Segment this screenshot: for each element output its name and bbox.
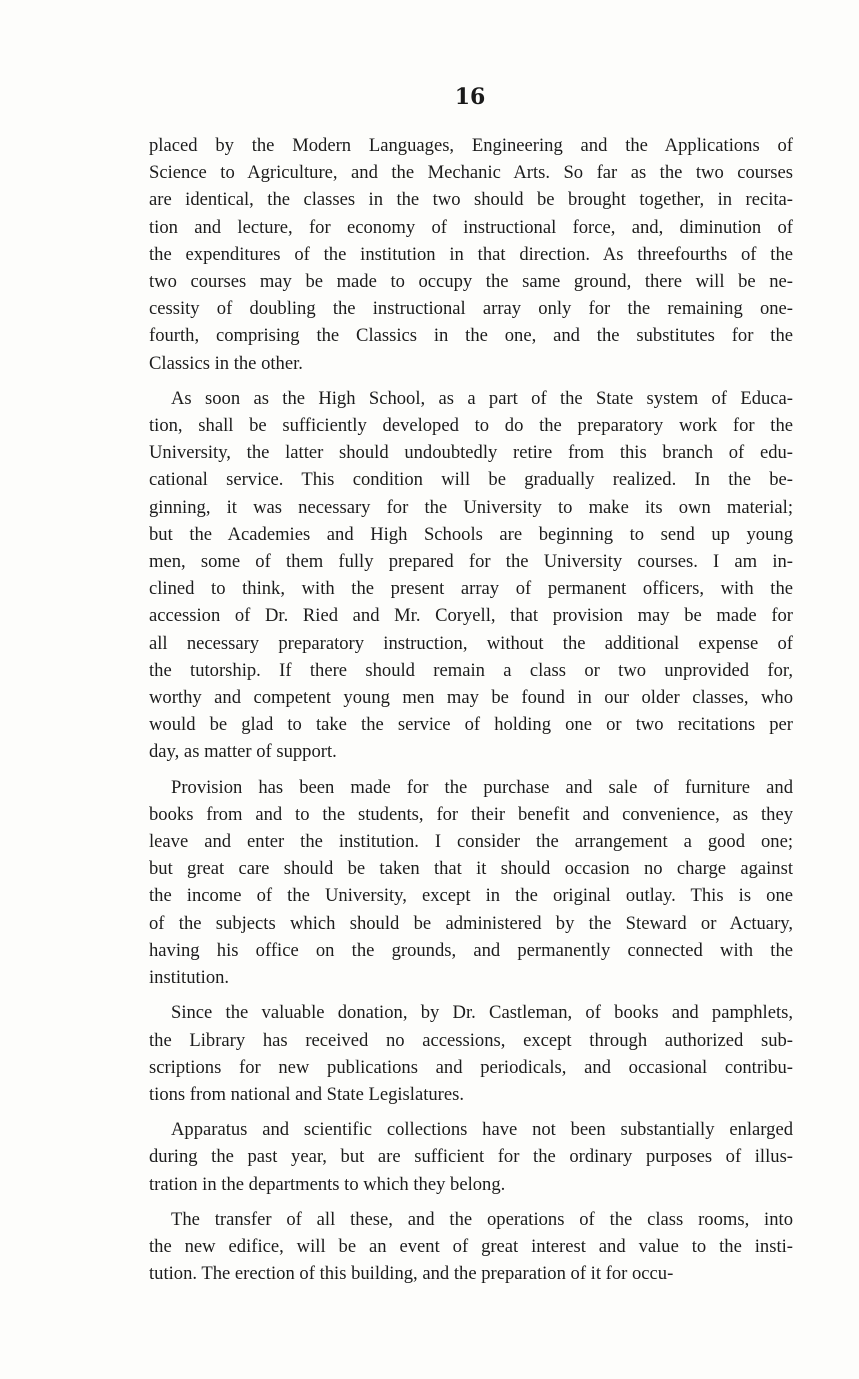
text-line: clined to think, with the present array of permanent officers, with the <box>149 578 793 600</box>
text-line: during the past year, but are sufficient for the ordinary purposes of illus- <box>149 1146 793 1168</box>
text-line: tution. The erection of this building, and the preparation of it for occu- <box>149 1263 674 1285</box>
paragraph <box>149 1116 793 1198</box>
text-line: fourth, comprising the Classics in the one, and the substitutes for the <box>149 325 793 347</box>
text-line: tration in the departments to which they belong. <box>149 1173 506 1195</box>
text-line: cational service. This condition will be gradually realized. In the be- <box>149 469 793 491</box>
text-line: would be glad to take the service of holding one or two recitations per <box>149 714 793 736</box>
text-line: tion, shall be sufficiently developed to do the preparatory work for the <box>149 415 793 437</box>
paragraph <box>149 132 793 377</box>
text-line: Provision has been made for the purchase and sale of furniture and <box>171 776 793 798</box>
text-line: the tutorship. If there should remain a class or two unprovided for, <box>149 659 793 681</box>
paragraph-gap <box>149 377 793 385</box>
text-line: books from and to the students, for their benefit and convenience, as they <box>149 803 793 825</box>
text-line: As soon as the High School, as a part of the State system of Educa- <box>171 387 793 409</box>
text-line: day, as matter of support. <box>149 741 337 763</box>
body-text <box>149 132 793 1287</box>
text-line: accession of Dr. Ried and Mr. Coryell, that provision may be made for <box>149 605 793 627</box>
text-line: all necessary preparatory instruction, without the additional expense of <box>149 632 793 654</box>
paragraph <box>149 385 793 766</box>
text-line: are identical, the classes in the two should be brought together, in recita- <box>149 189 793 211</box>
text-line: the Library has received no accessions, except through authorized sub- <box>149 1029 793 1051</box>
paragraph-gap <box>149 991 793 999</box>
text-line: but the Academies and High Schools are beginning to send up young <box>149 523 793 545</box>
text-line: worthy and competent young men may be found in our older classes, who <box>149 687 793 709</box>
paragraph <box>149 774 793 992</box>
text-line: Since the valuable donation, by Dr. Castleman, of books and pamphlets, <box>171 1002 793 1024</box>
text-line: the expenditures of the institution in that direction. As threefourths of the <box>149 243 793 265</box>
text-line: the new edifice, will be an event of great interest and value to the insti- <box>149 1235 793 1257</box>
text-line: Science to Agriculture, and the Mechanic Arts. So far as the two courses <box>149 162 793 184</box>
text-line: University, the latter should undoubtedly retire from this branch of edu- <box>149 442 793 464</box>
text-line: Apparatus and scientific collections have not been substantially enlarged <box>171 1119 793 1141</box>
text-line: tions from national and State Legislatures. <box>149 1083 464 1105</box>
text-line: men, some of them fully prepared for the University courses. I am in- <box>149 551 793 573</box>
text-line: ginning, it was necessary for the University to make its own material; <box>149 496 793 518</box>
page-number: 16 <box>454 84 486 110</box>
paragraph <box>149 1206 793 1288</box>
text-line: Classics in the other. <box>149 352 303 374</box>
paragraph-gap <box>149 1108 793 1116</box>
text-line: scriptions for new publications and periodicals, and occasional contribu- <box>149 1056 793 1078</box>
text-line: cessity of doubling the instructional array only for the remaining one- <box>149 298 793 320</box>
text-line: the income of the University, except in the original outlay. This is one <box>149 885 793 907</box>
text-line: having his office on the grounds, and permanently connected with the <box>149 939 793 961</box>
paragraph <box>149 999 793 1108</box>
text-line: leave and enter the institution. I consider the arrangement a good one; <box>149 831 793 853</box>
text-line: The transfer of all these, and the operations of the class rooms, into <box>171 1208 793 1230</box>
text-line: two courses may be made to occupy the same ground, there will be ne- <box>149 271 793 293</box>
text-line: tion and lecture, for economy of instructional force, and, diminution of <box>149 216 793 238</box>
text-line: of the subjects which should be administered by the Steward or Actuary, <box>149 912 793 934</box>
paragraph-gap <box>149 1198 793 1206</box>
text-line: but great care should be taken that it should occasion no charge against <box>149 858 793 880</box>
text-line: institution. <box>149 967 230 989</box>
text-line: placed by the Modern Languages, Engineering and the Applications of <box>149 135 793 156</box>
paragraph-gap <box>149 766 793 774</box>
